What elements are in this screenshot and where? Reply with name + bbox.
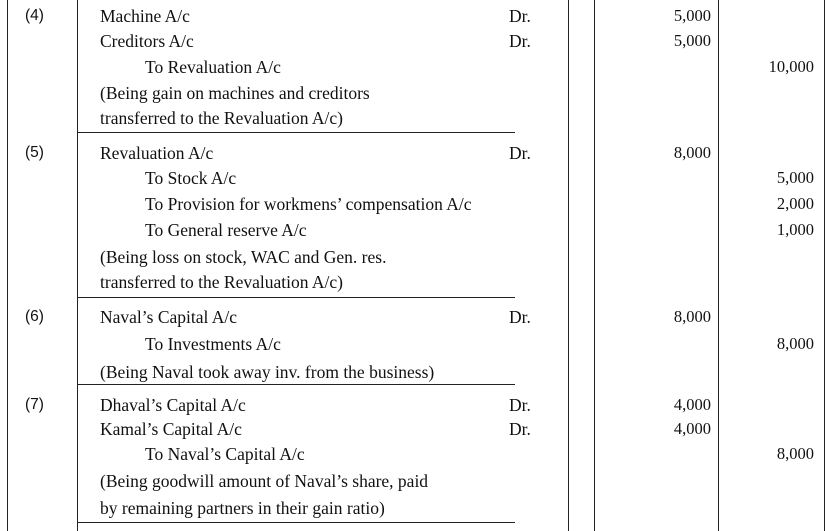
entry-number: (7) — [25, 396, 44, 413]
entry-number: (4) — [25, 7, 44, 24]
column-rule — [77, 0, 78, 531]
entry-separator — [77, 384, 515, 385]
dr-marker: Dr. — [509, 419, 531, 439]
entry-number: (6) — [25, 308, 44, 325]
debit-amount: 4,000 — [673, 395, 711, 414]
debit-amount: 5,000 — [673, 6, 711, 25]
narration-line: (Being gain on machines and creditors — [100, 83, 370, 103]
narration-line: transferred to the Revaluation A/c) — [100, 108, 343, 128]
narration-line: (Being Naval took away inv. from the business) — [100, 362, 435, 382]
credit-amount: 8,000 — [776, 444, 814, 463]
entry-separator — [77, 522, 515, 523]
narration-line: transferred to the Revaluation A/c) — [100, 272, 343, 292]
credit-account: To Revaluation A/c — [145, 57, 281, 77]
debit-account: Dhaval’s Capital A/c — [100, 395, 246, 415]
debit-amount: 8,000 — [673, 307, 711, 326]
column-rule — [824, 0, 825, 531]
credit-account: To Provision for workmens’ compensation A/c — [145, 194, 472, 214]
dr-marker: Dr. — [509, 395, 531, 415]
debit-account: Naval’s Capital A/c — [100, 307, 238, 327]
credit-amount: 10,000 — [768, 57, 814, 76]
entry-separator — [77, 297, 515, 298]
dr-marker: Dr. — [509, 307, 531, 327]
credit-account: To Stock A/c — [145, 168, 237, 188]
debit-account: Machine A/c — [100, 6, 190, 26]
column-rule — [7, 0, 8, 531]
narration-line: by remaining partners in their gain ratio) — [100, 498, 385, 518]
credit-account: To Investments A/c — [145, 334, 281, 354]
column-rule — [568, 0, 569, 531]
credit-amount: 1,000 — [776, 220, 814, 239]
debit-account: Creditors A/c — [100, 31, 194, 51]
credit-account: To Naval’s Capital A/c — [145, 444, 305, 464]
debit-account: Kamal’s Capital A/c — [100, 419, 242, 439]
debit-amount: 8,000 — [673, 143, 711, 162]
narration-line: (Being goodwill amount of Naval’s share, paid — [100, 471, 429, 491]
dr-marker: Dr. — [509, 6, 531, 26]
entry-number: (5) — [25, 144, 44, 161]
dr-marker: Dr. — [509, 31, 531, 51]
debit-amount: 5,000 — [673, 31, 711, 50]
credit-account: To General reserve A/c — [145, 220, 307, 240]
entry-separator — [77, 132, 515, 133]
credit-amount: 5,000 — [776, 168, 814, 187]
credit-amount: 2,000 — [776, 194, 814, 213]
debit-account: Revaluation A/c — [100, 143, 214, 163]
column-rule — [594, 0, 595, 531]
column-rule — [718, 0, 719, 531]
credit-amount: 8,000 — [776, 334, 814, 353]
debit-amount: 4,000 — [673, 419, 711, 438]
dr-marker: Dr. — [509, 143, 531, 163]
narration-line: (Being loss on stock, WAC and Gen. res. — [100, 247, 387, 267]
